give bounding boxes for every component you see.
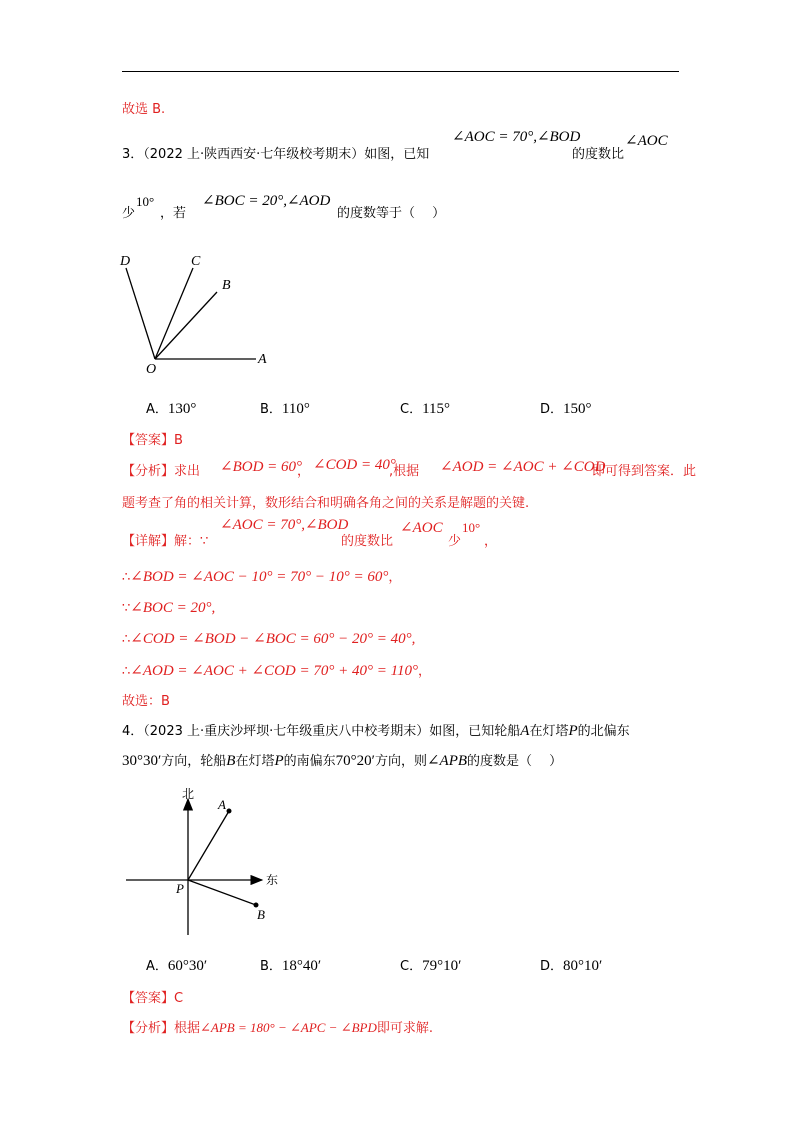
label-o: O xyxy=(146,362,157,377)
q3-line1 xyxy=(122,143,429,162)
q3-analysis-math3: ∠AOD = ∠AOC + ∠COD xyxy=(440,459,606,475)
q3-conclusion: 故选：B xyxy=(122,694,170,709)
q3-text3: ，若 xyxy=(160,206,187,221)
label-north: 北 xyxy=(182,787,195,801)
q3-math4: ∠BOC = 20°,∠AOD xyxy=(202,193,331,209)
ray-oc xyxy=(155,268,193,359)
ray-od xyxy=(126,268,155,359)
q3-detail-text3: ， xyxy=(484,534,498,549)
q3-analysis-line2: 题考查了角的相关计算，数形结合和明确各角之间的关系是解题的关键. xyxy=(122,496,530,511)
q4-answer: 【答案】C xyxy=(122,991,184,1006)
prev-conclusion: 故选 B. xyxy=(122,102,166,117)
header-rule xyxy=(122,71,679,72)
q3-step-3: ∴∠COD = ∠BOD − ∠BOC = 60° − 20° = 40°, xyxy=(122,631,416,647)
label-c: C xyxy=(191,254,201,269)
q3-angle-figure xyxy=(110,245,280,380)
point-a xyxy=(227,809,232,814)
label-a: A xyxy=(258,352,267,367)
q3-text1: 的度数比 xyxy=(572,147,625,162)
ray-pa xyxy=(188,811,229,880)
q4-option-c: C．79°10′ xyxy=(400,958,462,974)
q3-math1: ∠AOC = 70°,∠BOD xyxy=(452,129,581,145)
q3-analysis-math2: ∠COD = 40° xyxy=(313,457,396,473)
q3-analysis-text: ,根据 xyxy=(389,464,420,479)
q4-line1: 4．（2023 上·重庆沙坪坝·七年级重庆八中校考期末）如图，已知轮船A在灯塔P的北偏东 xyxy=(122,723,630,739)
q4-option-b: B．18°40′ xyxy=(260,958,322,974)
q4-analysis: 【分析】根据∠APB = 180° − ∠APC − ∠BPD即可求解. xyxy=(122,1020,434,1036)
label-b: B xyxy=(257,907,265,922)
q3-analysis-text2: 即可得到答案．此 xyxy=(592,464,697,479)
q3-analysis-math1: ∠BOD = 60° xyxy=(220,459,303,475)
q3-source: （2022 上·陕西西安·七年级校考期末）如图，已知 xyxy=(143,147,430,162)
q3-detail-math1: ∠AOC = 70°,∠BOD xyxy=(220,517,349,533)
q3-step-1: ∴∠BOD = ∠AOC − 10° = 70° − 10° = 60°， xyxy=(122,569,402,585)
q3-detail-text1: 的度数比 xyxy=(341,534,394,549)
q3-detail-text2: 少 xyxy=(448,534,462,549)
q4-bearing-figure xyxy=(120,785,290,945)
q3-detail-math3: 10° xyxy=(462,520,481,535)
q3-analysis-line1: 【分析】求出 xyxy=(122,464,201,479)
q3-math2: ∠AOC xyxy=(625,133,668,149)
q3-answer: 【答案】B xyxy=(122,433,183,448)
q3-option-a: A．130° xyxy=(146,401,197,417)
label-a: A xyxy=(218,797,226,812)
ray-ob xyxy=(155,292,217,359)
q3-text4: 的度数等于（ ） xyxy=(337,206,446,221)
q3-detail-math2: ∠AOC xyxy=(400,520,443,536)
q3-option-d: D．150° xyxy=(540,401,592,417)
q4-option-a: A．60°30′ xyxy=(146,958,208,974)
q3-math3: 10° xyxy=(136,194,155,209)
label-p: P xyxy=(176,881,184,896)
q3-option-b: B．110° xyxy=(260,401,310,417)
q4-line2: 30°30′方向，轮船B在灯塔P的南偏东70°20′方向，则∠APB的度数是（ ） xyxy=(122,753,563,769)
q3-number: 3． xyxy=(122,147,144,162)
ray-pb xyxy=(188,880,256,905)
q3-analysis-sep: ， xyxy=(297,464,311,479)
label-b: B xyxy=(222,278,231,293)
q3-step-2: ∵∠BOC = 20°, xyxy=(122,600,216,616)
q3-text2: 少 xyxy=(122,206,136,221)
label-d: D xyxy=(120,254,131,269)
q3-option-c: C．115° xyxy=(400,401,451,417)
label-east: 东 xyxy=(266,873,279,887)
q3-detail-line1: 【详解】解：∵ xyxy=(122,534,209,549)
q3-step-4: ∴∠AOD = ∠AOC + ∠COD = 70° + 40° = 110°， xyxy=(122,663,431,679)
q4-option-d: D．80°10′ xyxy=(540,958,603,974)
